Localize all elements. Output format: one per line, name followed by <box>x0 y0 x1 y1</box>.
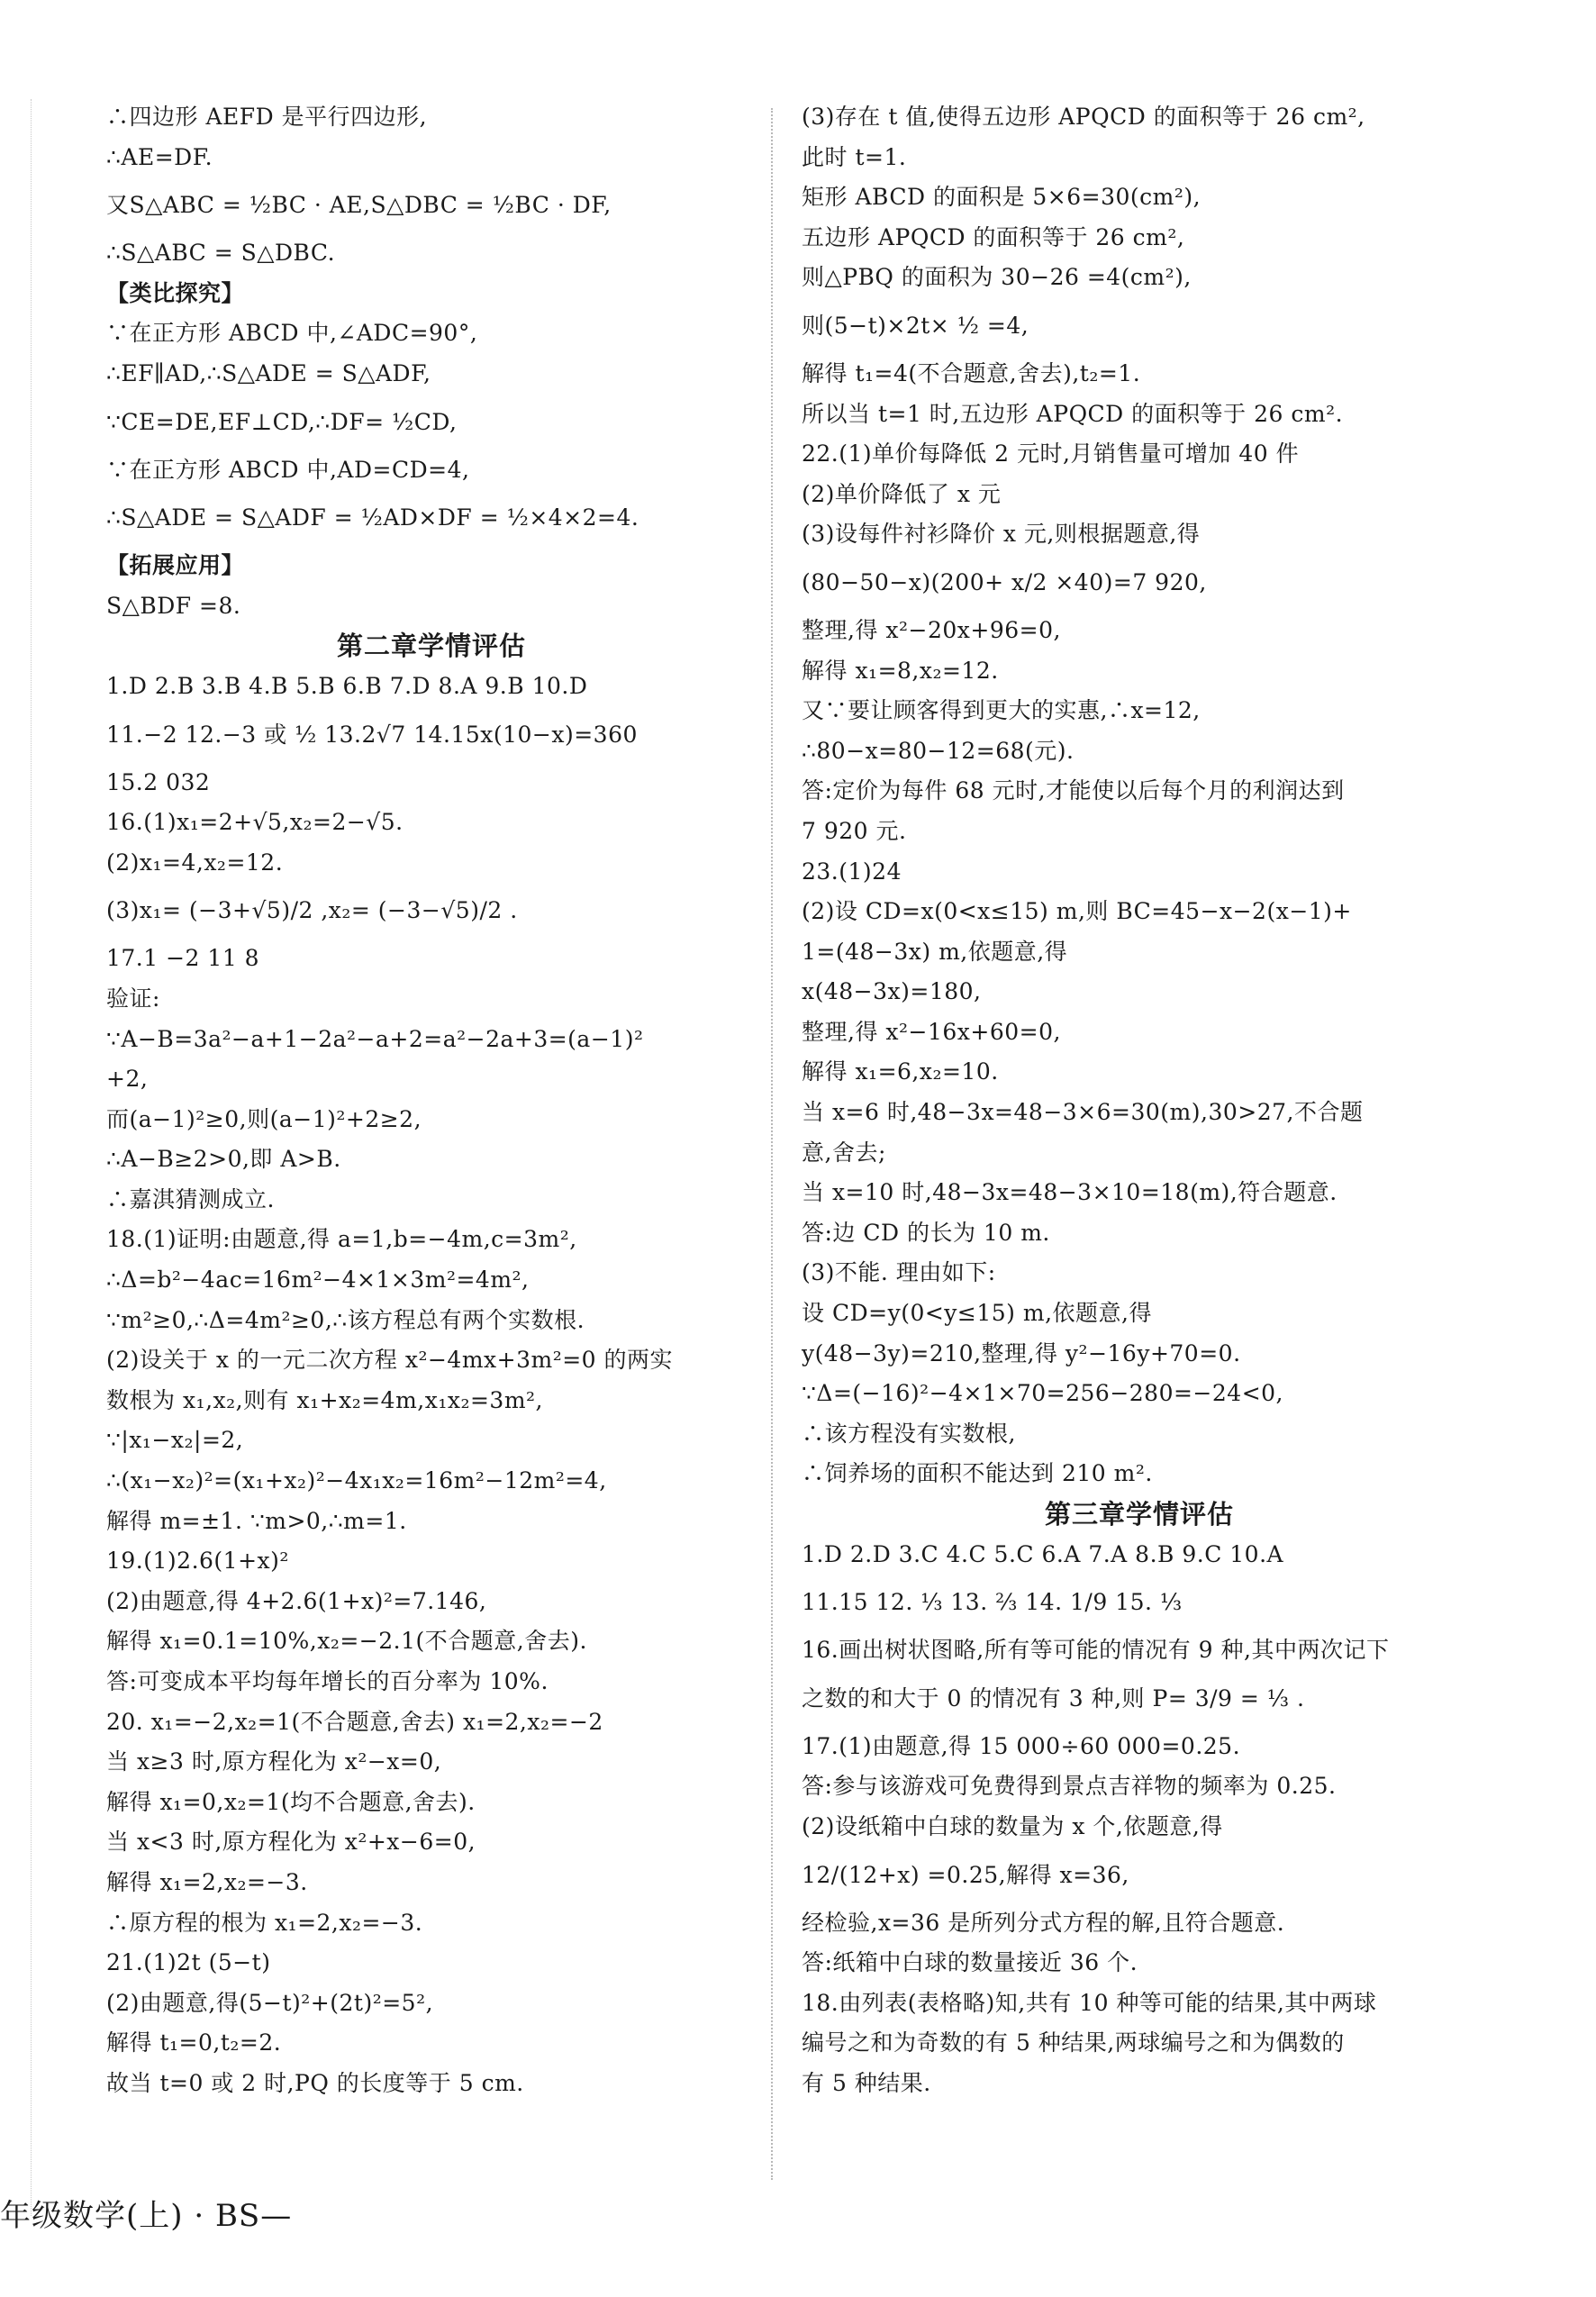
text-line: 【类比探究】 <box>106 279 245 306</box>
text-line: 又∵要让顾客得到更大的实惠,∴x=12, <box>802 697 1201 724</box>
text-line: 当 x=6 时,48−3x=48−3×6=30(m),30>27,不合题 <box>802 1099 1364 1126</box>
text-line: 答:边 CD 的长为 10 m. <box>802 1219 1050 1246</box>
text-line: 【拓展应用】 <box>106 552 245 579</box>
text-line: (3)存在 t 值,使得五边形 APQCD 的面积等于 26 cm², <box>802 104 1365 130</box>
section-heading: 第二章学情评估 <box>336 631 526 662</box>
text-line: 故当 t=0 或 2 时,PQ 的长度等于 5 cm. <box>106 2069 524 2096</box>
text-line: 当 x≥3 时,原方程化为 x²−x=0, <box>106 1748 442 1775</box>
text-line: ∴A−B≥2>0,即 A>B. <box>106 1146 341 1173</box>
text-line: 17.(1)由题意,得 15 000÷60 000=0.25. <box>802 1732 1241 1759</box>
text-line: ∵Δ=(−16)²−4×1×70=256−280=−24<0, <box>802 1380 1283 1407</box>
text-line: 之数的和大于 0 的情况有 3 种,则 P= 3/9 = ⅓ . <box>802 1684 1305 1711</box>
page-margin-line <box>31 99 32 2216</box>
text-line: (2)由题意,得(5−t)²+(2t)²=5², <box>106 1989 434 2016</box>
text-line: 12/(12+x) =0.25,解得 x=36, <box>802 1861 1129 1888</box>
text-line: 解得 x₁=0.1=10%,x₂=−2.1(不合题意,舍去). <box>106 1628 587 1655</box>
text-line: 整理,得 x²−16x+60=0, <box>802 1018 1061 1045</box>
text-line: ∴该方程没有实数根, <box>802 1420 1016 1447</box>
text-line: 答:纸箱中白球的数量接近 36 个. <box>802 1949 1138 1976</box>
text-line: 解得 x₁=2,x₂=−3. <box>106 1868 308 1895</box>
text-line: 数根为 x₁,x₂,则有 x₁+x₂=4m,x₁x₂=3m², <box>106 1386 543 1413</box>
text-line: ∵|x₁−x₂|=2, <box>106 1427 244 1454</box>
text-line: 20. x₁=−2,x₂=1(不合题意,舍去) x₁=2,x₂=−2 <box>106 1708 603 1735</box>
text-line: 18.(1)证明:由题意,得 a=1,b=−4m,c=3m², <box>106 1226 577 1253</box>
text-line: 解得 t₁=0,t₂=2. <box>106 2029 282 2056</box>
text-line: 答:可变成本平均每年增长的百分率为 10%. <box>106 1668 549 1694</box>
text-line: (80−50−x)(200+ x/2 ×40)=7 920, <box>802 568 1207 595</box>
text-line: ∴Δ=b²−4ac=16m²−4×1×3m²=4m², <box>106 1267 530 1294</box>
text-line: ∴饲养场的面积不能达到 210 m². <box>802 1460 1153 1487</box>
text-line: 1=(48−3x) m,依题意,得 <box>802 938 1068 965</box>
text-line: (2)x₁=4,x₂=12. <box>106 849 284 876</box>
text-line: 16.画出树状图略,所有等可能的情况有 9 种,其中两次记下 <box>802 1637 1390 1664</box>
text-line: 答:定价为每件 68 元时,才能使以后每个月的利润达到 <box>802 777 1345 804</box>
text-line: 解得 x₁=6,x₂=10. <box>802 1058 999 1085</box>
text-line: 23.(1)24 <box>802 858 902 885</box>
text-line: 解得 m=±1. ∵m>0,∴m=1. <box>106 1507 407 1534</box>
text-line: +2, <box>106 1066 149 1093</box>
text-line: y(48−3y)=210,整理,得 y²−16y+70=0. <box>802 1339 1241 1366</box>
text-line: (2)设关于 x 的一元二次方程 x²−4mx+3m²=0 的两实 <box>106 1347 674 1374</box>
text-line: ∵A−B=3a²−a+1−2a²−a+2=a²−2a+3=(a−1)² <box>106 1025 644 1052</box>
text-line: ∴S△ADE = S△ADF = ½AD×DF = ½×4×2=4. <box>106 504 639 531</box>
text-line: 编号之和为奇数的有 5 种结果,两球编号之和为偶数的 <box>802 2029 1345 2056</box>
text-line: 设 CD=y(0<y≤15) m,依题意,得 <box>802 1300 1152 1327</box>
text-line: 21.(1)2t (5−t) <box>106 1949 271 1976</box>
text-line: 所以当 t=1 时,五边形 APQCD 的面积等于 26 cm². <box>802 400 1344 427</box>
text-line: ∵m²≥0,∴Δ=4m²≥0,∴该方程总有两个实数根. <box>106 1306 585 1333</box>
text-line: 则△PBQ 的面积为 30−26 =4(cm²), <box>802 264 1192 291</box>
text-line: 经检验,x=36 是所列分式方程的解,且符合题意. <box>802 1909 1285 1936</box>
text-line: (2)单价降低了 x 元 <box>802 480 1002 507</box>
text-line: (2)设 CD=x(0<x≤15) m,则 BC=45−x−2(x−1)+ <box>802 898 1352 925</box>
text-line: 11.15 12. ⅓ 13. ⅔ 14. 1/9 15. ⅓ <box>802 1589 1183 1616</box>
text-line: 22.(1)单价每降低 2 元时,月销售量可增加 40 件 <box>802 440 1300 468</box>
text-line: 此时 t=1. <box>802 143 907 170</box>
text-line: 答:参与该游戏可免费得到景点吉祥物的频率为 0.25. <box>802 1773 1337 1800</box>
text-line: 则(5−t)×2t× ½ =4, <box>802 312 1029 339</box>
text-line: ∴AE=DF. <box>106 143 213 170</box>
text-line: 当 x=10 时,48−3x=48−3×10=18(m),符合题意. <box>802 1179 1338 1206</box>
right-column <box>802 97 1477 2104</box>
text-line: 17.1 −2 11 8 <box>106 945 260 972</box>
text-line: (2)由题意,得 4+2.6(1+x)²=7.146, <box>106 1587 487 1614</box>
text-line: 五边形 APQCD 的面积等于 26 cm², <box>802 223 1185 250</box>
text-line: 又S△ABC = ½BC · AE,S△DBC = ½BC · DF, <box>106 192 612 219</box>
left-column <box>106 97 757 2104</box>
text-line: S△BDF =8. <box>106 592 241 619</box>
section-heading: 第三章学情评估 <box>1044 1499 1234 1530</box>
text-line: 验证: <box>106 985 160 1012</box>
text-line: (2)设纸箱中白球的数量为 x 个,依题意,得 <box>802 1812 1223 1839</box>
text-line: ∵在正方形 ABCD 中,AD=CD=4, <box>106 456 470 483</box>
text-line: ∴S△ABC = S△DBC. <box>106 240 336 267</box>
text-line: 1.D 2.B 3.B 4.B 5.B 6.B 7.D 8.A 9.B 10.D <box>106 672 588 699</box>
text-line: 16.(1)x₁=2+√5,x₂=2−√5. <box>106 809 404 836</box>
page-footer: 年级数学(上) · BS— <box>0 2198 293 2234</box>
text-line: (3)x₁= (−3+√5)/2 ,x₂= (−3−√5)/2 . <box>106 897 518 924</box>
text-line: 当 x<3 时,原方程化为 x²+x−6=0, <box>106 1829 476 1856</box>
text-line: 而(a−1)²≥0,则(a−1)²+2≥2, <box>106 1105 422 1132</box>
text-line: 11.−2 12.−3 或 ½ 13.2√7 14.15x(10−x)=360 <box>106 721 638 748</box>
text-line: (3)设每件衬衫降价 x 元,则根据题意,得 <box>802 521 1201 548</box>
text-line: ∴EF∥AD,∴S△ADE = S△ADF, <box>106 359 431 386</box>
text-line: 解得 x₁=8,x₂=12. <box>802 657 999 684</box>
text-line: 1.D 2.D 3.C 4.C 5.C 6.A 7.A 8.B 9.C 10.A <box>802 1540 1284 1567</box>
text-line: 意,舍去; <box>802 1139 886 1166</box>
text-line: 15.2 032 <box>106 768 211 795</box>
text-line: 18.由列表(表格略)知,共有 10 种等可能的结果,其中两球 <box>802 1989 1377 2016</box>
text-line: ∴嘉淇猜测成立. <box>106 1185 275 1212</box>
text-line: 19.(1)2.6(1+x)² <box>106 1548 289 1575</box>
text-line: 解得 x₁=0,x₂=1(均不合题意,舍去). <box>106 1788 476 1815</box>
column-divider <box>771 108 773 2180</box>
text-line: x(48−3x)=180, <box>802 978 982 1005</box>
text-line: ∴原方程的根为 x₁=2,x₂=−3. <box>106 1909 423 1936</box>
text-line: (3)不能. 理由如下: <box>802 1259 996 1286</box>
text-line: 有 5 种结果. <box>802 2069 931 2096</box>
text-line: ∴80−x=80−12=68(元). <box>802 737 1075 764</box>
text-line: ∴(x₁−x₂)²=(x₁+x₂)²−4x₁x₂=16m²−12m²=4, <box>106 1467 607 1494</box>
text-line: 解得 t₁=4(不合题意,舍去),t₂=1. <box>802 359 1141 386</box>
text-line: ∴四边形 AEFD 是平行四边形, <box>106 104 428 130</box>
text-line: 整理,得 x²−20x+96=0, <box>802 616 1061 643</box>
text-line: ∵在正方形 ABCD 中,∠ADC=90°, <box>106 320 478 347</box>
text-line: 7 920 元. <box>802 817 907 844</box>
text-line: 矩形 ABCD 的面积是 5×6=30(cm²), <box>802 184 1202 211</box>
text-line: ∵CE=DE,EF⊥CD,∴DF= ½CD, <box>106 408 458 435</box>
